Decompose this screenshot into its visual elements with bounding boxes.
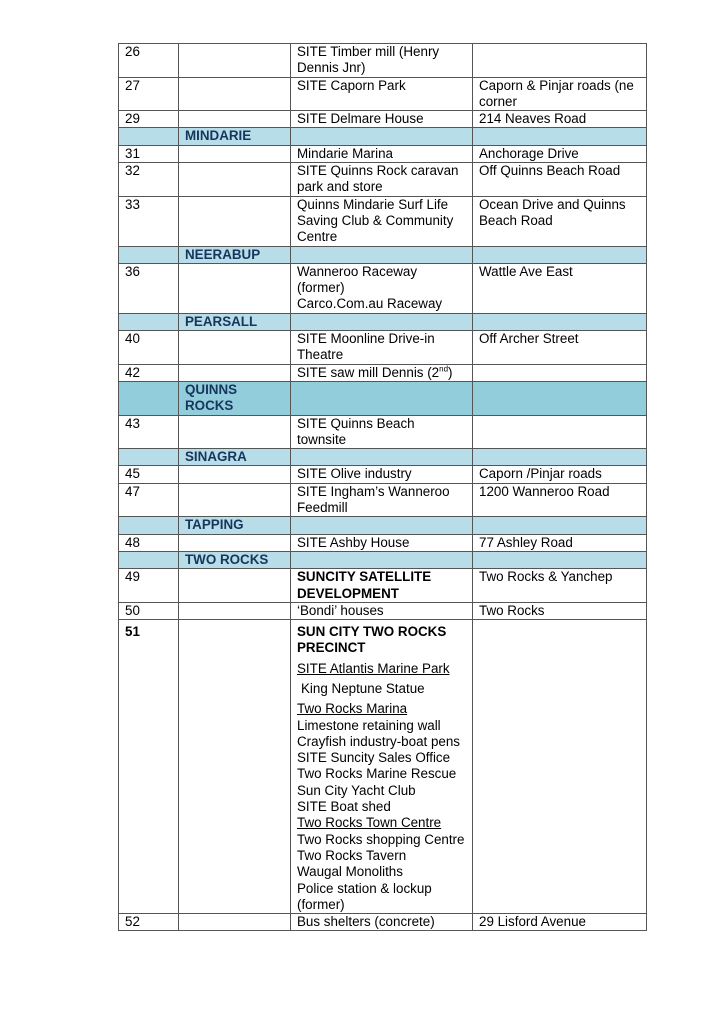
locality-cell: [179, 483, 291, 517]
site-name-line: Carco.Com.au Raceway: [297, 296, 443, 312]
row-number: 40: [119, 331, 179, 365]
site-address: Two Rocks & Yanchep: [473, 569, 647, 603]
locality-cell: [179, 415, 291, 449]
locality-cell: [179, 111, 291, 128]
site-name: SITE Ashby House: [291, 534, 473, 551]
table-row: [119, 263, 647, 313]
site-address: [473, 620, 647, 914]
locality-cell: [179, 534, 291, 551]
locality-cell: [179, 364, 291, 381]
table-row: [119, 466, 647, 483]
site-name: SITE Quinns Rock caravan park and store: [291, 163, 473, 197]
site-heading: Two Rocks Marina: [297, 701, 408, 717]
row-number: 33: [119, 196, 179, 246]
site-address: 29 Lisford Avenue: [473, 914, 647, 931]
locality-header-row: [119, 246, 647, 263]
table-row: [119, 77, 647, 111]
site-name: [291, 263, 473, 313]
site-name: [291, 620, 473, 914]
locality-cell: [179, 77, 291, 111]
site-item: Two Rocks Tavern: [297, 847, 407, 863]
site-name: SUNCITY SATELLITE DEVELOPMENT: [291, 569, 473, 603]
site-address: Caporn /Pinjar roads: [473, 466, 647, 483]
locality-name: MINDARIE: [179, 128, 291, 145]
locality-name: QUINNS ROCKS: [179, 381, 291, 415]
site-address: 77 Ashley Road: [473, 534, 647, 551]
table-row: [119, 44, 647, 78]
row-number: 27: [119, 77, 179, 111]
site-name-line: Wanneroo Raceway (former): [297, 263, 418, 296]
site-item: King Neptune Statue: [301, 680, 425, 696]
site-name-text: SITE saw mill Dennis (2: [297, 364, 440, 380]
site-item: Crayfish industry-boat pens: [297, 733, 460, 749]
locality-cell: [179, 196, 291, 246]
locality-header-row: [119, 449, 647, 466]
locality-cell: [179, 44, 291, 78]
locality-cell: [179, 569, 291, 603]
heritage-sites-table: [118, 43, 647, 931]
site-address: [473, 415, 647, 449]
site-item: SITE Boat shed: [297, 799, 391, 815]
row-number: 47: [119, 483, 179, 517]
site-name: SITE Ingham’s Wanneroo Feedmill: [291, 483, 473, 517]
site-heading: SITE Atlantis Marine Park: [297, 660, 450, 676]
site-address: Off Archer Street: [473, 331, 647, 365]
site-name: SITE Delmare House: [291, 111, 473, 128]
table-row: [119, 364, 647, 381]
site-name: SITE Timber mill (Henry Dennis Jnr): [291, 44, 473, 78]
site-address: Ocean Drive and Quinns Beach Road: [473, 196, 647, 246]
site-heading: Two Rocks Town Centre: [297, 815, 442, 831]
locality-cell: [179, 145, 291, 162]
table-row: [119, 914, 647, 931]
row-number: 48: [119, 534, 179, 551]
row-number: 31: [119, 145, 179, 162]
table-row: [119, 620, 647, 914]
site-address: 1200 Wanneroo Road: [473, 483, 647, 517]
site-name: Quinns Mindarie Surf Life Saving Club & Community Centre: [291, 196, 473, 246]
site-address: 214 Neaves Road: [473, 111, 647, 128]
locality-cell: [179, 331, 291, 365]
locality-header-row: [119, 517, 647, 534]
locality-header-row: [119, 381, 647, 415]
site-item: SITE Suncity Sales Office: [297, 750, 451, 766]
site-name-close: ): [448, 364, 453, 380]
row-number: 26: [119, 44, 179, 78]
locality-name: TAPPING: [179, 517, 291, 534]
table-row: [119, 163, 647, 197]
locality-name: TWO ROCKS: [179, 551, 291, 568]
table-row: [119, 145, 647, 162]
table-row: [119, 602, 647, 619]
site-item: Two Rocks Marine Rescue: [297, 766, 457, 782]
locality-cell: [179, 602, 291, 619]
precinct-title: SUN CITY TWO ROCKS PRECINCT: [297, 624, 447, 656]
site-item: Waugal Monoliths: [297, 864, 403, 880]
site-item: Limestone retaining wall: [297, 717, 441, 733]
row-number: 51: [119, 620, 179, 914]
ordinal-suffix: nd: [439, 364, 449, 374]
locality-header-row: [119, 313, 647, 330]
table-row: [119, 111, 647, 128]
row-number: 29: [119, 111, 179, 128]
site-address: Wattle Ave East: [473, 263, 647, 313]
site-name: SITE Moonline Drive-in Theatre: [291, 331, 473, 365]
site-name: Mindarie Marina: [291, 145, 473, 162]
locality-name: NEERABUP: [179, 246, 291, 263]
row-number: 43: [119, 415, 179, 449]
locality-cell: [179, 620, 291, 914]
table-row: [119, 196, 647, 246]
row-number: 45: [119, 466, 179, 483]
locality-name: SINAGRA: [179, 449, 291, 466]
site-name: Bus shelters (concrete): [291, 914, 473, 931]
locality-name: PEARSALL: [179, 313, 291, 330]
site-address: Two Rocks: [473, 602, 647, 619]
row-number: 50: [119, 602, 179, 619]
table-row: [119, 483, 647, 517]
site-item: Sun City Yacht Club: [297, 782, 416, 798]
site-address: [473, 364, 647, 381]
locality-cell: [179, 263, 291, 313]
site-address: Caporn & Pinjar roads (ne corner: [473, 77, 647, 111]
site-name: SITE Olive industry: [291, 466, 473, 483]
table-row: [119, 534, 647, 551]
row-number: 52: [119, 914, 179, 931]
row-number: 32: [119, 163, 179, 197]
site-address: [473, 44, 647, 78]
site-item: Police station & lockup (former): [297, 880, 432, 912]
site-name: SITE Caporn Park: [291, 77, 473, 111]
table-row: [119, 331, 647, 365]
row-number: 49: [119, 569, 179, 603]
site-name: [291, 364, 473, 381]
site-name: SITE Quinns Beach townsite: [291, 415, 473, 449]
locality-header-row: [119, 551, 647, 568]
locality-cell: [179, 466, 291, 483]
table-row: [119, 569, 647, 603]
locality-cell: [179, 914, 291, 931]
locality-cell: [179, 163, 291, 197]
row-number: 36: [119, 263, 179, 313]
row-number: 42: [119, 364, 179, 381]
site-name: ‘Bondi’ houses: [291, 602, 473, 619]
site-address: Off Quinns Beach Road: [473, 163, 647, 197]
table-row: [119, 415, 647, 449]
locality-header-row: [119, 128, 647, 145]
site-address: Anchorage Drive: [473, 145, 647, 162]
site-item: Two Rocks shopping Centre: [297, 831, 465, 847]
